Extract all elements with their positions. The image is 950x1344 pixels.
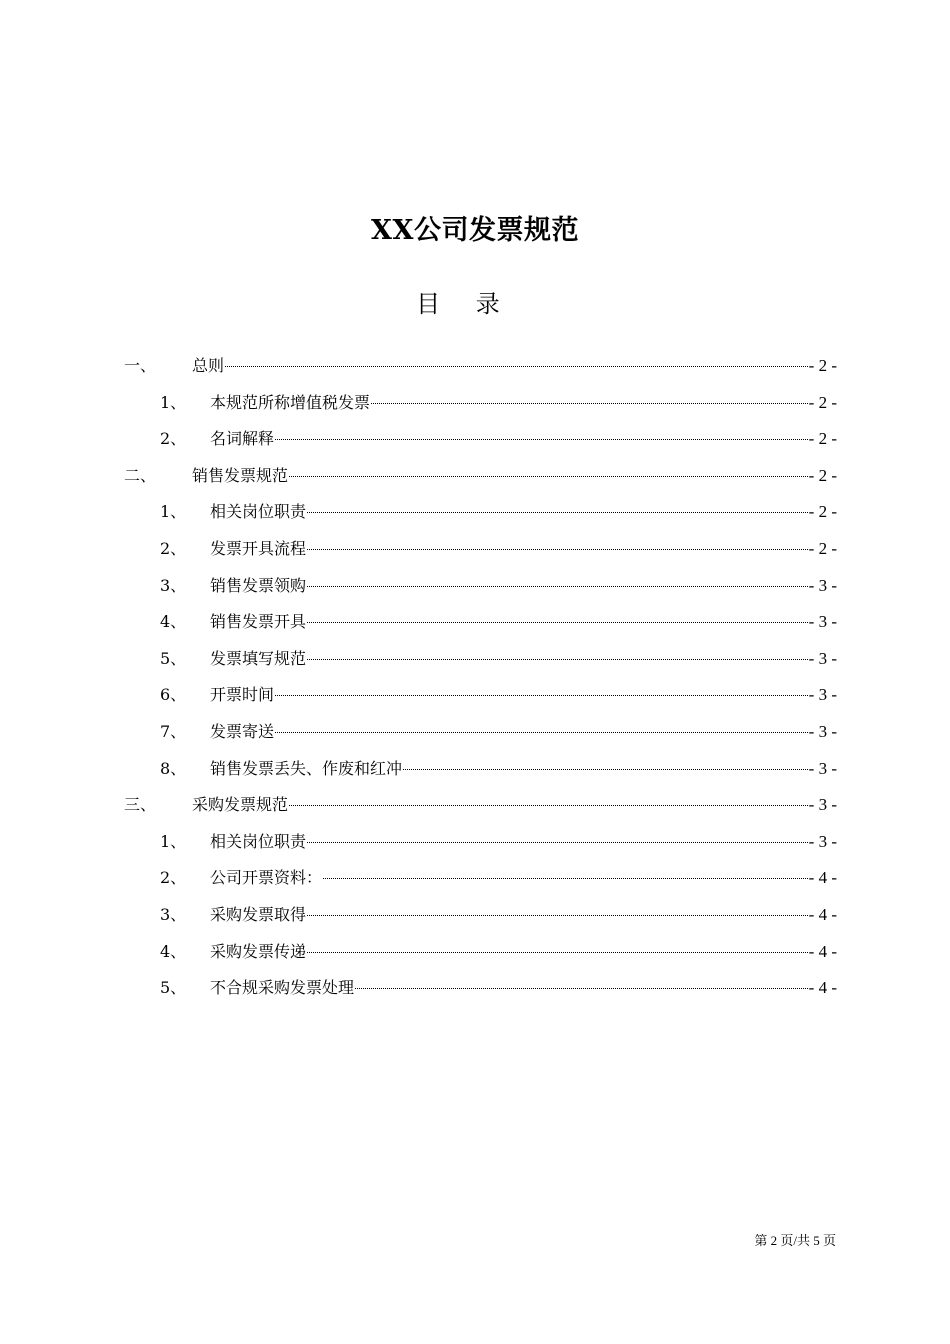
toc-page-number: - 2 - bbox=[808, 429, 837, 449]
toc-entry-number: 2、 bbox=[160, 868, 187, 888]
toc-subsection-entry[interactable] bbox=[124, 934, 837, 971]
toc-entry-label: 发票开具流程 bbox=[210, 538, 307, 558]
toc-dot-leader bbox=[371, 402, 808, 404]
toc-entry-number: 3、 bbox=[160, 575, 187, 595]
table-of-contents bbox=[124, 348, 837, 1007]
toc-dot-leader bbox=[289, 804, 808, 806]
toc-entry-number: 2、 bbox=[160, 429, 187, 449]
toc-subsection-entry[interactable] bbox=[124, 897, 837, 934]
toc-entry-number: 三、 bbox=[124, 795, 157, 815]
toc-subsection-entry[interactable] bbox=[124, 568, 837, 605]
toc-dot-leader bbox=[307, 511, 808, 513]
toc-entry-label: 发票寄送 bbox=[210, 721, 275, 741]
toc-subsection-entry[interactable] bbox=[124, 421, 837, 458]
toc-dot-leader bbox=[225, 365, 808, 367]
toc-entry-label: 相关岗位职责 bbox=[210, 502, 307, 522]
toc-dot-leader bbox=[323, 877, 808, 879]
toc-subsection-entry[interactable] bbox=[124, 860, 837, 897]
toc-page-number: - 4 - bbox=[808, 978, 837, 998]
toc-page-number: - 3 - bbox=[808, 612, 837, 632]
toc-dot-leader bbox=[307, 658, 808, 660]
toc-page-number: - 3 - bbox=[808, 575, 837, 595]
toc-entry-number: 7、 bbox=[160, 721, 187, 741]
toc-dot-leader bbox=[403, 768, 808, 770]
toc-entry-label: 采购发票取得 bbox=[210, 904, 307, 924]
toc-page-number: - 2 - bbox=[808, 356, 837, 375]
toc-entry-number: 1、 bbox=[160, 392, 187, 412]
toc-entry-label: 本规范所称增值税发票 bbox=[210, 392, 371, 412]
toc-entry-number: 6、 bbox=[160, 685, 187, 705]
toc-entry-label: 发票填写规范 bbox=[210, 648, 307, 668]
toc-entry-number: 4、 bbox=[160, 612, 187, 632]
toc-subsection-entry[interactable] bbox=[124, 970, 837, 1007]
toc-entry-number: 4、 bbox=[160, 941, 187, 961]
toc-subsection-entry[interactable] bbox=[124, 531, 837, 568]
toc-entry-number: 5、 bbox=[160, 648, 187, 668]
toc-dot-leader bbox=[275, 731, 808, 733]
toc-page-number: - 3 - bbox=[808, 648, 837, 668]
toc-subsection-entry[interactable] bbox=[124, 677, 837, 714]
toc-page-number: - 4 - bbox=[808, 941, 837, 961]
toc-entry-label: 采购发票传递 bbox=[210, 941, 307, 961]
toc-page-number: - 4 - bbox=[808, 868, 837, 888]
toc-entry-number: 1、 bbox=[160, 831, 187, 851]
toc-dot-leader bbox=[307, 585, 808, 587]
toc-entry-label: 销售发票领购 bbox=[210, 575, 307, 595]
page-footer: 第 2 页/共 5 页 bbox=[754, 1233, 836, 1248]
toc-dot-leader bbox=[307, 841, 808, 843]
toc-subsection-entry[interactable] bbox=[124, 824, 837, 861]
toc-entry-label: 销售发票开具 bbox=[210, 612, 307, 632]
toc-subsection-entry[interactable] bbox=[124, 714, 837, 751]
toc-page-number: - 3 - bbox=[808, 721, 837, 741]
toc-entry-number: 3、 bbox=[160, 904, 187, 924]
toc-dot-leader bbox=[307, 621, 808, 623]
toc-section-entry[interactable] bbox=[124, 348, 837, 385]
toc-page-number: - 2 - bbox=[808, 465, 837, 485]
toc-entry-label: 不合规采购发票处理 bbox=[210, 978, 355, 998]
toc-section-entry[interactable] bbox=[124, 458, 837, 495]
toc-dot-leader bbox=[307, 548, 808, 550]
toc-entry-label: 名词解释 bbox=[210, 429, 275, 449]
toc-entry-label: 总则 bbox=[192, 356, 225, 375]
toc-subsection-entry[interactable] bbox=[124, 751, 837, 788]
toc-entry-label: 采购发票规范 bbox=[192, 795, 289, 815]
toc-page-number: - 3 - bbox=[808, 685, 837, 705]
toc-page-number: - 2 - bbox=[808, 392, 837, 412]
toc-entry-number: 一、 bbox=[124, 356, 157, 375]
toc-dot-leader bbox=[355, 987, 808, 989]
toc-entry-label: 销售发票丢失、作废和红冲 bbox=[210, 758, 403, 778]
toc-page-number: - 3 - bbox=[808, 831, 837, 851]
toc-subsection-entry[interactable] bbox=[124, 385, 837, 422]
toc-entry-label: 销售发票规范 bbox=[192, 465, 289, 485]
toc-entry-label: 开票时间 bbox=[210, 685, 275, 705]
toc-page-number: - 4 - bbox=[808, 904, 837, 924]
toc-heading: 目 录 bbox=[416, 290, 514, 318]
toc-dot-leader bbox=[307, 914, 808, 916]
toc-page-number: - 3 - bbox=[808, 758, 837, 778]
document-title: XX公司发票规范 bbox=[371, 215, 579, 246]
toc-subsection-entry[interactable] bbox=[124, 641, 837, 678]
toc-entry-number: 二、 bbox=[124, 465, 157, 485]
toc-page-number: - 2 - bbox=[808, 502, 837, 522]
toc-section-entry[interactable] bbox=[124, 787, 837, 824]
toc-entry-number: 2、 bbox=[160, 538, 187, 558]
toc-subsection-entry[interactable] bbox=[124, 494, 837, 531]
toc-entry-number: 1、 bbox=[160, 502, 187, 522]
toc-entry-number: 8、 bbox=[160, 758, 187, 778]
toc-dot-leader bbox=[307, 951, 808, 953]
toc-entry-number: 5、 bbox=[160, 978, 187, 998]
toc-entry-label: 相关岗位职责 bbox=[210, 831, 307, 851]
toc-subsection-entry[interactable] bbox=[124, 604, 837, 641]
toc-dot-leader bbox=[275, 694, 808, 696]
toc-page-number: - 2 - bbox=[808, 538, 837, 558]
toc-dot-leader bbox=[275, 438, 808, 440]
toc-page-number: - 3 - bbox=[808, 795, 837, 815]
toc-dot-leader bbox=[289, 475, 808, 477]
toc-entry-label: 公司开票资料： bbox=[210, 868, 323, 888]
